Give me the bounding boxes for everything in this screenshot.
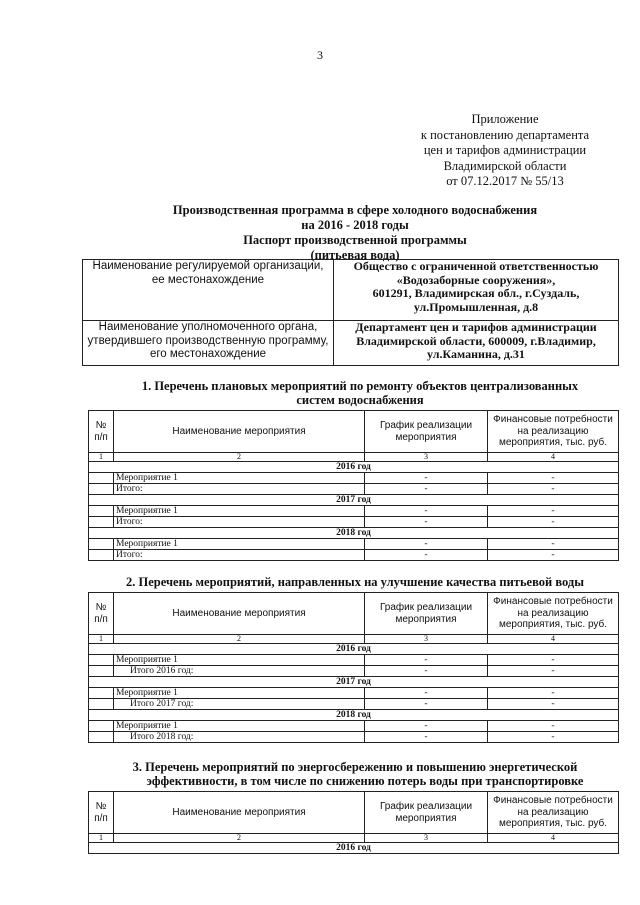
- section1-table: [88, 410, 619, 561]
- org-addr1: 601291, Владимирская обл., г.Суздаль,: [372, 286, 580, 301]
- section1-title: [100, 379, 620, 407]
- cell-dash: -: [365, 550, 488, 561]
- col-number: 1: [89, 834, 114, 843]
- year-row: 2016 год: [89, 644, 619, 655]
- year-row: 2018 год: [89, 528, 619, 539]
- cell-dash: -: [488, 517, 619, 528]
- header-finance: Финансовые потребности на реализацию мероприятия, тыс. руб.: [488, 593, 619, 635]
- section3-title: [85, 760, 625, 788]
- col-number: 2: [114, 453, 365, 462]
- org-name: Общество с ограниченной ответственностью «Водозаборные сооружения»,: [353, 259, 599, 287]
- table-row: Мероприятие 1: [114, 655, 365, 666]
- cell-dash: -: [365, 699, 488, 710]
- cell-dash: -: [365, 473, 488, 484]
- header-name: Наименование мероприятия: [114, 792, 365, 834]
- header-schedule: График реализации мероприятия: [365, 792, 488, 834]
- section2-table: [88, 592, 619, 743]
- cell-dash: -: [365, 539, 488, 550]
- year-row: 2017 год: [89, 677, 619, 688]
- year-row: 2017 год: [89, 495, 619, 506]
- col-number: 3: [365, 834, 488, 843]
- table-row: Мероприятие 1: [114, 539, 365, 550]
- section2-title: [85, 575, 625, 589]
- col-number: 4: [488, 453, 619, 462]
- authority-addr: ул.Каманина, д.31: [427, 347, 525, 362]
- cell-dash: -: [488, 721, 619, 732]
- col-number: 2: [114, 834, 365, 843]
- cell-dash: -: [365, 484, 488, 495]
- total-row: Итого:: [114, 517, 365, 528]
- cell-dash: -: [488, 506, 619, 517]
- cell-dash: -: [488, 655, 619, 666]
- year-row: 2016 год: [89, 462, 619, 473]
- cell-dash: -: [488, 688, 619, 699]
- header-schedule: График реализации мероприятия: [365, 593, 488, 635]
- appendix-line: Владимирской области: [443, 158, 567, 173]
- year-row: 2016 год: [89, 843, 619, 854]
- cell-dash: -: [365, 666, 488, 677]
- year-row: 2018 год: [89, 710, 619, 721]
- authority-label: Наименование уполномоченного органа, утвердившего производственную программу, его местонахождение: [83, 321, 334, 366]
- cell-dash: -: [488, 699, 619, 710]
- header-num: № п/п: [89, 593, 114, 635]
- table-row: Мероприятие 1: [114, 688, 365, 699]
- header-num: № п/п: [89, 411, 114, 453]
- section-title-line: эффективности, в том числе по снижению потерь воды при транспортировке: [146, 774, 584, 788]
- header-name: Наименование мероприятия: [114, 411, 365, 453]
- appendix-line: от 07.12.2017 № 55/13: [446, 174, 564, 189]
- table-row: Мероприятие 1: [114, 721, 365, 732]
- total-row: Итого 2017 год:: [114, 699, 365, 710]
- appendix-block: [360, 112, 640, 190]
- org-label: Наименование регулируемой организации, ее местонахождение: [83, 260, 334, 321]
- col-number: 2: [114, 635, 365, 644]
- document-title: [60, 203, 640, 263]
- org-addr2: ул.Промышленная, д.8: [413, 299, 539, 314]
- section-title-line: 1. Перечень плановых мероприятий по ремонту объектов централизованных: [141, 379, 579, 393]
- table-row: Мероприятие 1: [114, 506, 365, 517]
- page-number: 3: [317, 48, 323, 62]
- total-row: Итого:: [114, 484, 365, 495]
- cell-dash: -: [488, 732, 619, 743]
- authority-value: [334, 321, 619, 366]
- header-finance: Финансовые потребности на реализацию мероприятия, тыс. руб.: [488, 792, 619, 834]
- header-name: Наименование мероприятия: [114, 593, 365, 635]
- title-line: Производственная программа в сфере холодного водоснабжения: [172, 203, 538, 217]
- cell-dash: -: [365, 506, 488, 517]
- title-line: (питьевая вода): [310, 248, 400, 262]
- cell-dash: -: [488, 666, 619, 677]
- cell-dash: -: [365, 655, 488, 666]
- cell-dash: -: [488, 539, 619, 550]
- col-number: 1: [89, 453, 114, 462]
- cell-dash: -: [365, 688, 488, 699]
- cell-dash: -: [365, 732, 488, 743]
- col-number: 3: [365, 635, 488, 644]
- total-row: Итого:: [114, 550, 365, 561]
- passport-table: [82, 259, 619, 366]
- header-schedule: График реализации мероприятия: [365, 411, 488, 453]
- section3-table: [88, 791, 619, 854]
- appendix-line: к постановлению департамента: [420, 127, 590, 142]
- org-value: [334, 260, 619, 321]
- col-number: 1: [89, 635, 114, 644]
- authority-name: Департамент цен и тарифов администрации Владимирской области, 600009, г.Владимир,: [355, 320, 597, 348]
- header-finance: Финансовые потребности на реализацию мероприятия, тыс. руб.: [488, 411, 619, 453]
- cell-dash: -: [488, 484, 619, 495]
- title-line: на 2016 - 2018 годы: [301, 218, 409, 232]
- title-line: Паспорт производственной программы: [243, 233, 467, 247]
- col-number: 4: [488, 635, 619, 644]
- section-title-line: 2. Перечень мероприятий, направленных на улучшение качества питьевой воды: [126, 575, 584, 589]
- total-row: Итого 2018 год:: [114, 732, 365, 743]
- total-row: Итого 2016 год:: [114, 666, 365, 677]
- appendix-line: Приложение: [471, 112, 539, 126]
- cell-dash: -: [488, 550, 619, 561]
- col-number: 3: [365, 453, 488, 462]
- col-number: 4: [488, 834, 619, 843]
- cell-dash: -: [365, 517, 488, 528]
- section-title-line: 3. Перечень мероприятий по энергосбережению и повышению энергетической: [132, 760, 578, 774]
- appendix-line: цен и тарифов администрации: [423, 143, 587, 158]
- header-num: № п/п: [89, 792, 114, 834]
- cell-dash: -: [365, 721, 488, 732]
- section-title-line: систем водоснабжения: [296, 393, 424, 407]
- cell-dash: -: [488, 473, 619, 484]
- table-row: Мероприятие 1: [114, 473, 365, 484]
